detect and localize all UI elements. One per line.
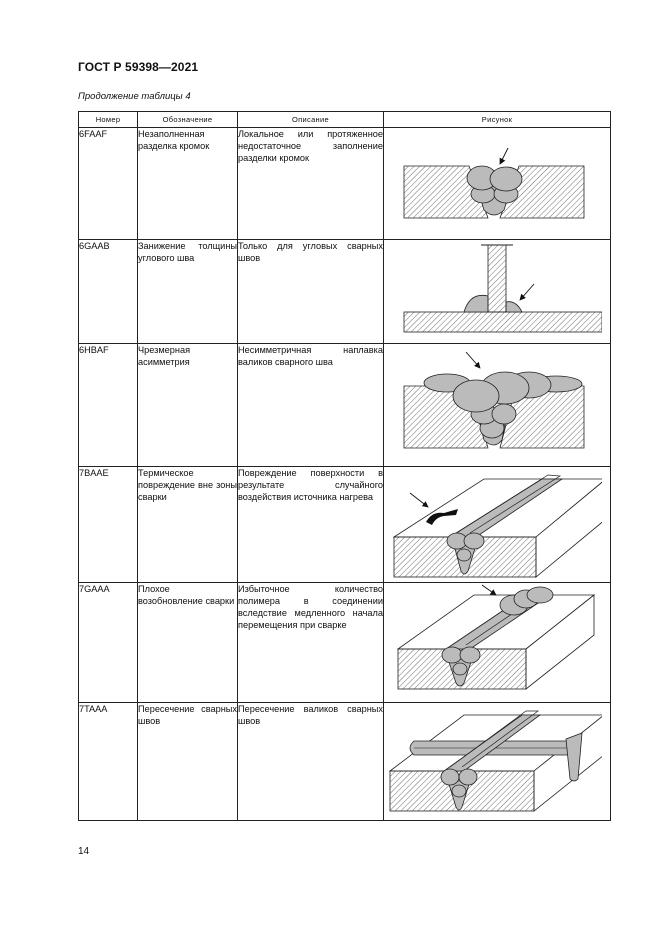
row-figure	[384, 583, 611, 703]
table-row	[79, 128, 611, 240]
row-name: Пересечение сварных швов	[138, 703, 238, 821]
row-name: Занижение толщины углового шва	[138, 240, 238, 344]
row-figure	[384, 240, 611, 344]
table-header-row	[79, 112, 611, 128]
table-row	[79, 703, 611, 821]
row-code: 6GAAB	[79, 240, 138, 344]
row-description: Только для угловых сварных швов	[238, 240, 384, 344]
asymmetry-figure	[384, 344, 602, 466]
table-caption: Продолжение таблицы 4	[78, 91, 191, 102]
row-name: Чрезмерная асимметрия	[138, 344, 238, 467]
row-figure	[384, 703, 611, 821]
page-number: 14	[78, 846, 90, 857]
header-description: Описание	[238, 112, 384, 128]
row-description: Несимметричная наплавка валиков сварного шва	[238, 344, 384, 467]
header-figure: Рисунок	[384, 112, 611, 128]
row-name: Термическое повреждение вне зоны сварки	[138, 467, 238, 583]
row-name: Плохое возобновление сварки	[138, 583, 238, 703]
fillet-underfill-figure	[384, 240, 602, 343]
unfilled-groove-figure	[384, 128, 602, 238]
row-figure	[384, 344, 611, 467]
poor-restart-figure	[384, 583, 602, 702]
row-description: Пересечение валиков сварных швов	[238, 703, 384, 821]
table-row	[79, 467, 611, 583]
row-code: 6HBAF	[79, 344, 138, 467]
row-figure	[384, 467, 611, 583]
table-row	[79, 240, 611, 344]
thermal-damage-figure	[384, 467, 602, 582]
row-code: 7TAAA	[79, 703, 138, 821]
table-row	[79, 344, 611, 467]
header-designation: Обозначение	[138, 112, 238, 128]
row-description: Повреждение поверхности в результате случайного воздействия источника нагрева	[238, 467, 384, 583]
document-title: ГОСТ Р 59398—2021	[78, 60, 199, 74]
defects-table	[78, 111, 611, 821]
row-description: Локальное или протяженное недостаточное заполнение разделки кромок	[238, 128, 384, 240]
header-number: Номер	[79, 112, 138, 128]
row-code: 6FAAF	[79, 128, 138, 240]
weld-intersection-figure	[384, 703, 602, 820]
row-figure	[384, 128, 611, 240]
table-row	[79, 583, 611, 703]
row-code: 7BAAE	[79, 467, 138, 583]
row-description: Избыточное количество полимера в соединении вследствие медленного начала перемещения при сварке	[238, 583, 384, 703]
row-name: Незаполненная разделка кромок	[138, 128, 238, 240]
row-code: 7GAAA	[79, 583, 138, 703]
